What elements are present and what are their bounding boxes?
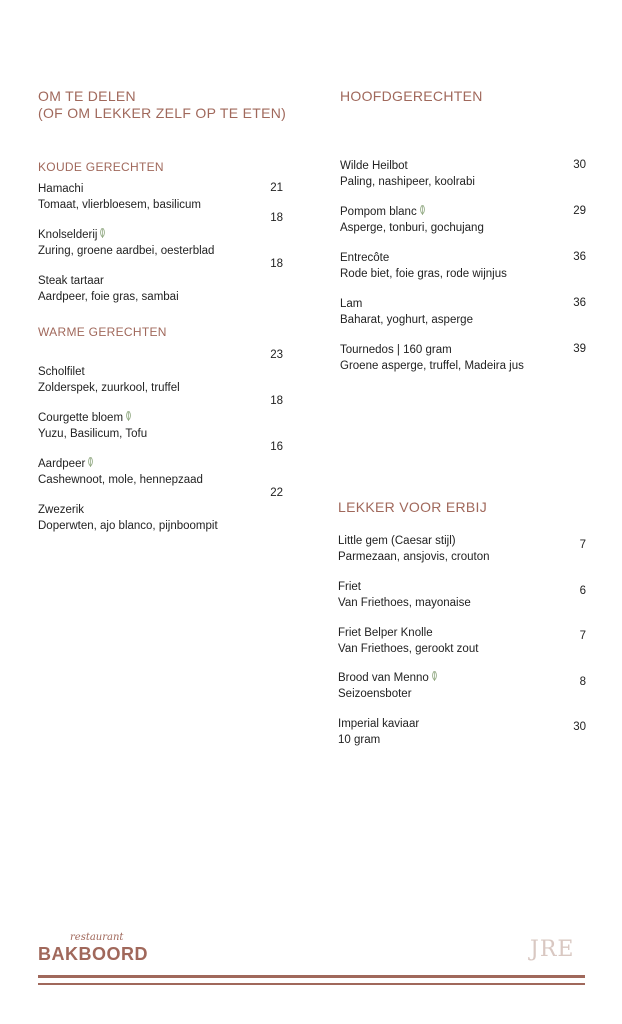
item-price: 6 xyxy=(579,585,586,597)
menu-item-scholfilet xyxy=(38,365,180,396)
item-name: Zwezerik xyxy=(38,504,85,516)
item-price: 21 xyxy=(270,182,283,194)
vegetarian-leaf-icon xyxy=(125,411,132,421)
item-price: 8 xyxy=(579,676,586,688)
menu-item-entrecote xyxy=(340,251,507,282)
item-desc: Zuring, groene aardbei, oesterblad xyxy=(38,244,215,257)
item-price: 22 xyxy=(270,487,283,499)
item-price: 29 xyxy=(573,205,586,217)
footer-divider-thin xyxy=(38,983,585,985)
item-desc: Rode biet, foie gras, rode wijnjus xyxy=(340,267,507,280)
item-desc: Van Friethoes, gerookt zout xyxy=(338,642,479,655)
item-name: Little gem (Caesar stijl) xyxy=(338,535,456,547)
item-desc: Yuzu, Basilicum, Tofu xyxy=(38,427,148,440)
item-name: Steak tartaar xyxy=(38,275,104,287)
menu-item-imperial-kaviaar xyxy=(338,717,419,748)
section-title-hoofdgerechten: HOOFDGERECHTEN xyxy=(340,88,483,104)
item-price: 18 xyxy=(270,212,283,224)
item-name: Aardpeer xyxy=(38,458,86,470)
item-desc: Asperge, tonburi, gochujang xyxy=(340,221,484,234)
item-name: Scholfilet xyxy=(38,366,85,378)
menu-item-little-gem xyxy=(338,534,490,565)
vegetarian-leaf-icon xyxy=(431,671,438,681)
section-subtitle: (OF OM LEKKER ZELF OP TE ETEN) xyxy=(38,105,287,121)
item-name: Lam xyxy=(340,298,363,310)
menu-item-lam xyxy=(340,297,473,328)
section-title-lekker-voor-erbij: LEKKER VOOR ERBIJ xyxy=(338,499,488,515)
item-desc: Parmezaan, ansjovis, crouton xyxy=(338,550,490,563)
logo-restaurant-text: restaurant xyxy=(70,932,124,943)
item-price: 7 xyxy=(579,539,586,551)
item-name: Hamachi xyxy=(38,183,84,195)
section-title-om-te-delen: OM TE DELEN xyxy=(38,88,136,104)
item-name: Knolselderij xyxy=(38,229,98,241)
item-desc: Aardpeer, foie gras, sambai xyxy=(38,290,179,303)
item-name: Friet xyxy=(338,581,361,593)
koude-gerechten-heading: KOUDE GERECHTEN xyxy=(38,160,164,174)
item-name: Friet Belper Knolle xyxy=(338,627,433,639)
item-name: Tournedos | 160 gram xyxy=(340,344,452,356)
item-desc: Baharat, yoghurt, asperge xyxy=(340,313,473,326)
menu-item-hamachi xyxy=(38,182,201,213)
menu-item-aardpeer xyxy=(38,457,203,488)
menu-item-zwezerik xyxy=(38,503,218,534)
menu-item-friet xyxy=(338,580,471,611)
item-desc: Groene asperge, truffel, Madeira jus xyxy=(340,359,524,372)
logo-bakboord: BAKBOORD xyxy=(38,944,148,964)
menu-item-knolselderij xyxy=(38,228,214,259)
menu-item-friet-belper-knolle xyxy=(338,626,478,657)
item-price: 18 xyxy=(270,395,283,407)
jre-logo: JRE xyxy=(530,937,575,962)
item-desc: Tomaat, vlierbloesem, basilicum xyxy=(38,198,201,211)
item-desc: Van Friethoes, mayonaise xyxy=(338,596,471,609)
item-price: 36 xyxy=(573,251,586,263)
item-name: Entrecôte xyxy=(340,252,390,264)
item-desc: Doperwten, ajo blanco, pijnboompit xyxy=(38,519,218,532)
item-price: 23 xyxy=(270,349,283,361)
item-desc: Zolderspek, zuurkool, truffel xyxy=(38,381,180,394)
vegetarian-leaf-icon xyxy=(419,205,426,215)
item-price: 18 xyxy=(270,258,283,270)
item-name: Courgette bloem xyxy=(38,412,124,424)
menu-item-wilde-heilbot xyxy=(340,159,475,190)
item-price: 30 xyxy=(573,159,586,171)
vegetarian-leaf-icon xyxy=(87,457,94,467)
menu-item-pompom-blanc xyxy=(340,205,484,236)
item-name: Pompom blanc xyxy=(340,206,417,218)
menu-item-steak-tartaar xyxy=(38,274,179,305)
item-desc: Cashewnoot, mole, hennepzaad xyxy=(38,473,203,486)
item-price: 36 xyxy=(573,297,586,309)
item-name: Brood van Menno xyxy=(338,672,429,684)
item-desc: Paling, nashipeer, koolrabi xyxy=(340,175,475,188)
item-name: Imperial kaviaar xyxy=(338,718,420,730)
item-desc: Seizoensboter xyxy=(338,687,412,700)
item-price: 30 xyxy=(573,721,586,733)
item-price: 16 xyxy=(270,441,283,453)
menu-item-courgette-bloem xyxy=(38,411,147,442)
item-price: 39 xyxy=(573,343,586,355)
item-desc: 10 gram xyxy=(338,733,381,746)
vegetarian-leaf-icon xyxy=(99,228,106,238)
footer-divider-thick xyxy=(38,975,585,978)
menu-item-tournedos xyxy=(340,343,524,374)
menu-item-brood-van-menno xyxy=(338,671,438,702)
item-name: Wilde Heilbot xyxy=(340,160,408,172)
item-price: 7 xyxy=(579,630,586,642)
warme-gerechten-heading: WARME GERECHTEN xyxy=(38,325,167,339)
